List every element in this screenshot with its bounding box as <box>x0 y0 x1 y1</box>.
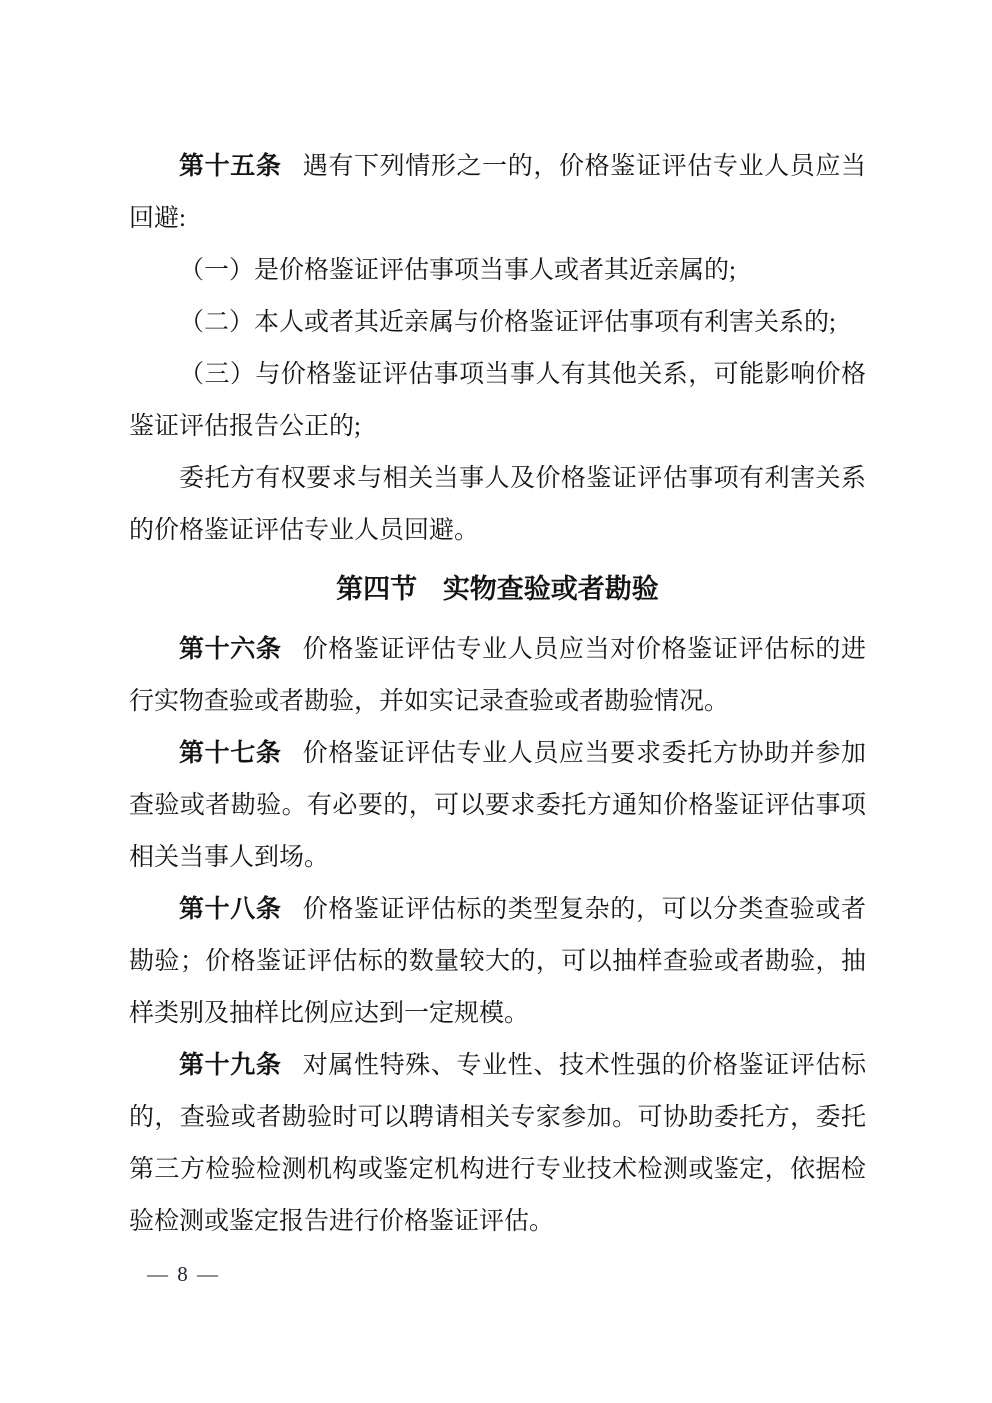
article-text: 遇有下列情形之一的，价格鉴证评估专业人员应当回避: <box>129 153 866 232</box>
article-paragraph <box>129 728 866 884</box>
article-number: 第十六条 <box>179 636 282 663</box>
section-title: 实物查验或者勘验 <box>442 574 659 604</box>
article-paragraph <box>129 141 866 245</box>
body-text: 委托方有权要求与相关当事人及价格鉴证评估事项有利害关系的价格鉴证评估专业人员回避。 <box>129 465 866 544</box>
section-heading <box>129 563 866 615</box>
article-paragraph <box>129 1040 866 1248</box>
article-number: 第十九条 <box>179 1052 282 1079</box>
list-item-paragraph <box>129 349 866 453</box>
article-number: 第十八条 <box>179 896 282 923</box>
article-number: 第十七条 <box>179 740 282 767</box>
article-paragraph <box>129 624 866 728</box>
body-paragraph <box>129 453 866 557</box>
article-text: 价格鉴证评估专业人员应当要求委托方协助并参加查验或者勘验。有必要的，可以要求委托方通知价格鉴证评估事项相关当事人到场。 <box>129 740 866 871</box>
list-item-text: （三）与价格鉴证评估事项当事人有其他关系，可能影响价格鉴证评估报告公正的; <box>129 361 866 440</box>
page-number: — 8 — <box>147 1262 220 1286</box>
article-paragraph <box>129 884 866 1040</box>
list-item-text: （二）本人或者其近亲属与价格鉴证评估事项有利害关系的; <box>179 309 836 336</box>
article-text: 价格鉴证评估标的类型复杂的，可以分类查验或者勘验；价格鉴证评估标的数量较大的，可以抽样查验或者勘验，抽样类别及抽样比例应达到一定规模。 <box>129 896 866 1027</box>
article-number: 第十五条 <box>179 153 282 180</box>
section-number: 第四节 <box>336 574 418 604</box>
list-item-paragraph <box>129 245 866 297</box>
document-body <box>129 141 866 1248</box>
article-text: 对属性特殊、专业性、技术性强的价格鉴证评估标的，查验或者勘验时可以聘请相关专家参加。可协助委托方，委托第三方检验检测机构或鉴定机构进行专业技术检测或鉴定，依据检验检测或鉴定报告进行价格鉴证评估。 <box>129 1052 866 1235</box>
list-item-text: （一）是价格鉴证评估事项当事人或者其近亲属的; <box>179 257 736 284</box>
list-item-paragraph <box>129 297 866 349</box>
article-text: 价格鉴证评估专业人员应当对价格鉴证评估标的进行实物查验或者勘验，并如实记录查验或者勘验情况。 <box>129 636 866 715</box>
